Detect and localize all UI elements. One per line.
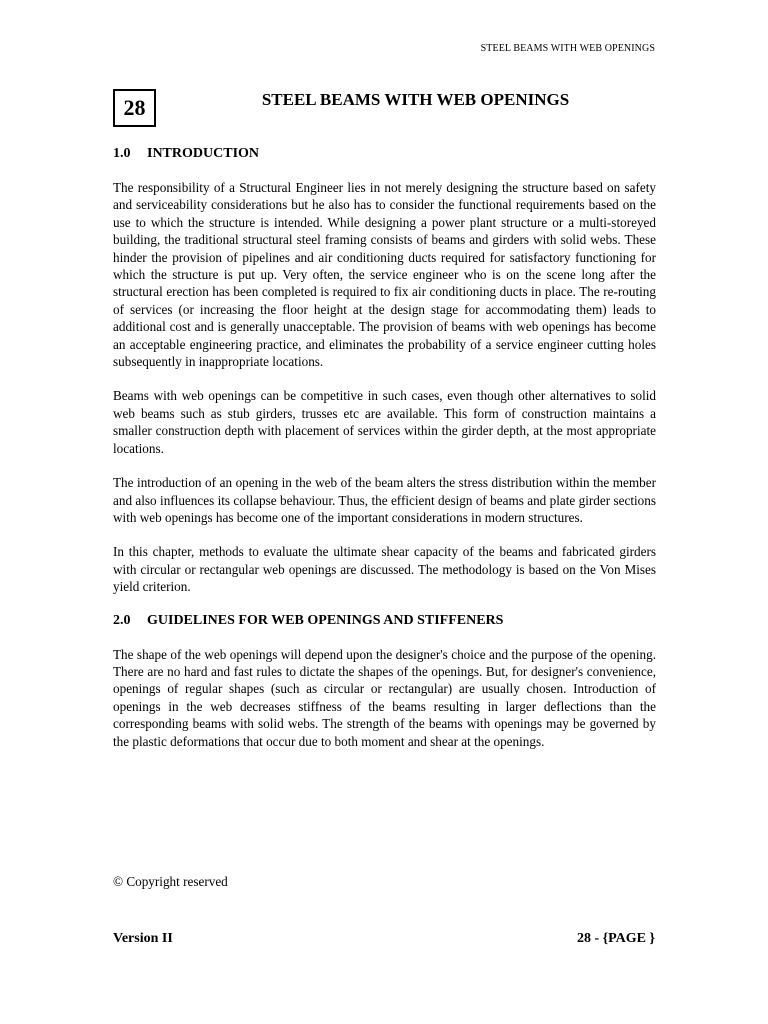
- chapter-title: STEEL BEAMS WITH WEB OPENINGS: [261, 90, 570, 109]
- section-number: 2.0: [113, 612, 131, 628]
- chapter-number-box: [113, 89, 156, 127]
- footer-version: Version II: [113, 931, 173, 946]
- section-title: INTRODUCTION: [147, 146, 260, 161]
- footer-page-number: 28 - {PAGE }: [576, 931, 655, 946]
- paragraph: The responsibility of a Structural Engineer lies in not merely designing the structure based on safety and serviceability considerations but he also has to consider the functional requirements based on the use to which the structure is intended. While designing a power plant structure or a multi-storeyed building, the traditional structural steel framing consists of beams and girders with solid webs. These hinder the provision of pipelines and air conditioning ducts required for satisfactory functioning for which the structure is put up. Very often, the service engineer who is on the scene long after the structural erection has been completed is required to fix air conditioning ducts in place. The re-routing of services (or increasing the floor height at the design stage for accommodating them) leads to additional cost and is generally unacceptable. The provision of beams with web openings has become an acceptable engineering practice, and eliminates the probability of a service engineer cutting holes subsequently in inappropriate locations.: [113, 180, 656, 370]
- section-number: 1.0: [113, 146, 131, 161]
- paragraph: The introduction of an opening in the web of the beam alters the stress distribution within the member and also influences its collapse behaviour. Thus, the efficient design of beams and plate girder sections with web openings has become one of the important considerations in modern structures.: [113, 475, 656, 525]
- section-heading-guidelines: [113, 613, 656, 629]
- section-heading-introduction: [113, 146, 656, 162]
- page-content: [113, 146, 656, 767]
- paragraph: In this chapter, methods to evaluate the ultimate shear capacity of the beams and fabricated girders with circular or rectangular web openings are discussed. The methodology is based on the Von Mises yield criterion.: [113, 544, 656, 595]
- paragraph: Beams with web openings can be competitive in such cases, even though other alternatives to solid web beams such as stub girders, trusses etc are available. This form of construction maintains a smaller construction depth with placement of services within the girder depth, at the most appropriate locations.: [113, 388, 656, 456]
- copyright-notice: © Copyright reserved: [113, 874, 228, 889]
- chapter-number: 28: [123, 95, 146, 120]
- paragraph: The shape of the web openings will depend upon the designer's choice and the purpose of the opening. There are no hard and fast rules to dictate the shapes of the openings. But, for designer's convenience, openings of regular shapes (such as circular or rectangular) are usually chosen. Introduction of openings in the web decreases stiffness of the beams resulting in larger deflections than the corresponding beams with solid webs. The strength of the beams with openings may be governed by the plastic deformations that occur due to both moment and shear at the openings.: [113, 646, 656, 749]
- section-title: GUIDELINES FOR WEB OPENINGS AND STIFFENERS: [147, 612, 504, 628]
- running-header: STEEL BEAMS WITH WEB OPENINGS: [480, 43, 655, 54]
